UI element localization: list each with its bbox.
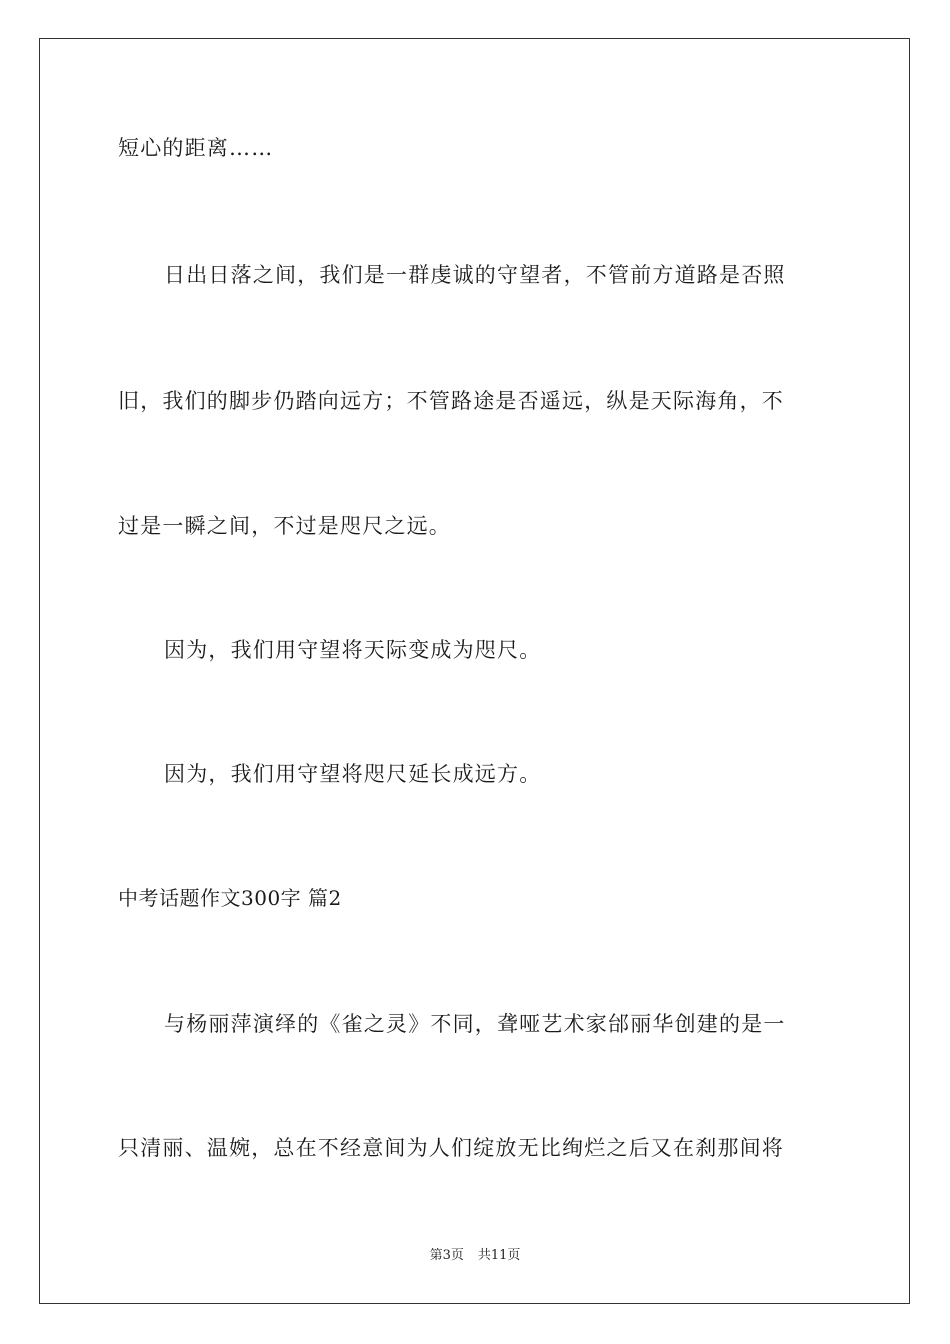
- page-border: [39, 38, 910, 1304]
- page-total: 共11页: [477, 1248, 521, 1263]
- text-line-1: 短心的距离……: [118, 136, 274, 160]
- page-number: 第3页: [429, 1248, 464, 1263]
- paragraph-line-8: 与杨丽萍演绎的《雀之灵》不同，聋哑艺术家邰丽华创建的是一: [164, 1012, 786, 1036]
- paragraph-line-3: 旧，我们的脚步仍踏向远方；不管路途是否遥远，纵是天际海角，不: [118, 389, 784, 413]
- section-heading: 中考话题作文300字 篇2: [118, 886, 342, 910]
- paragraph-line-4: 过是一瞬之间，不过是咫尺之远。: [118, 514, 451, 538]
- paragraph-line-2: 日出日落之间，我们是一群虔诚的守望者，不管前方道路是否照: [164, 263, 786, 287]
- paragraph-line-6: 因为，我们用守望将咫尺延长成远方。: [164, 762, 542, 786]
- page-footer: [0, 1247, 950, 1265]
- paragraph-line-9: 只清丽、温婉，总在不经意间为人们绽放无比绚烂之后又在刹那间将: [118, 1136, 784, 1160]
- paragraph-line-5: 因为，我们用守望将天际变成为咫尺。: [164, 638, 542, 662]
